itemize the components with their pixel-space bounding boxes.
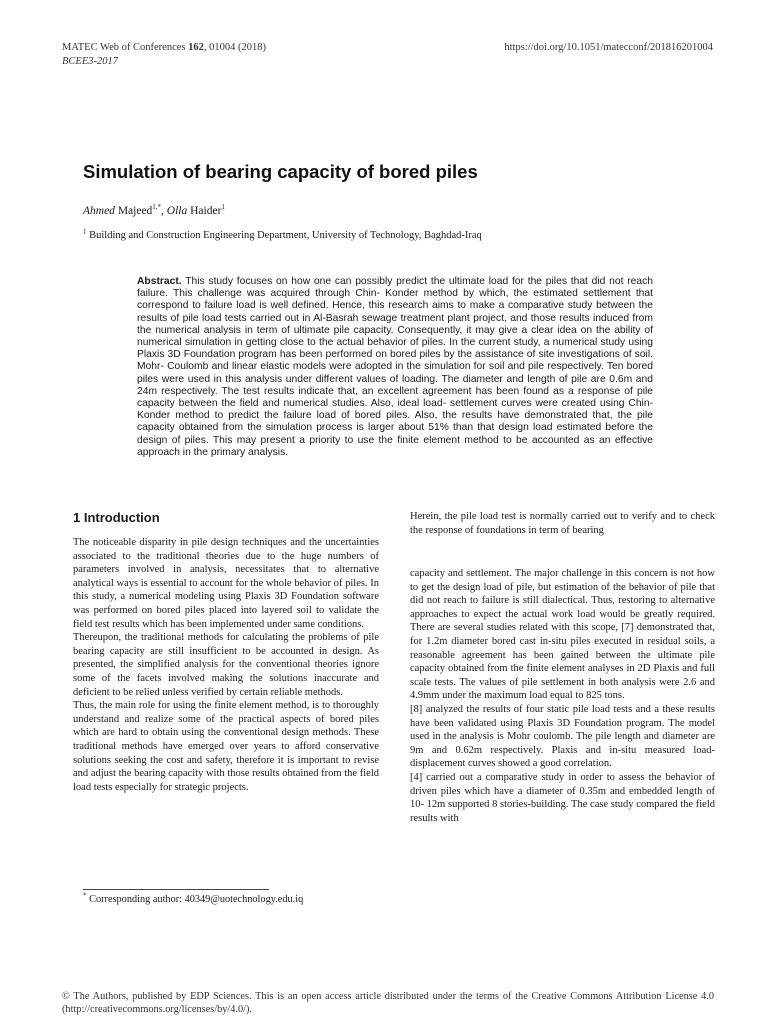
intro-paragraph-4-cont: capacity and settlement. The major challenge in this concern is not how to get the design load of pile, but estimation of the behavior of pile that did not reach to failure is still dialectical. Thus, restoring to alternative approaches to expect the actual work load would be greatly required. There are several studies related with this scope, [7] demonstrated that, for 1.2m diameter bored cast in-situ piles executed in residual soils, a reasonable agreement has been gained between the ultimate pile capacity obtained from the finite element analyses in 2D Plaxis and full scale tests. The values of pile settlement in both analysis were 2.6 and 4.9mm under the maximum load equal to 825 tons. <box>410 568 715 702</box>
left-column <box>73 536 379 794</box>
doi-link[interactable]: https://doi.org/10.1051/matecconf/201816201004 <box>504 42 713 53</box>
license-notice: © The Authors, published by EDP Sciences. This is an open access article distributed under the terms of the Creative Commons Attribution License 4.0 (http://creativecommons.org/licenses/by/4.0/). <box>62 991 714 1015</box>
intro-paragraph-4: Herein, the pile load test is normally carried out to verify and to check the response of foundations in term of bearing <box>410 511 715 536</box>
intro-paragraph-2: Thereupon, the traditional methods for calculating the problems of pile bearing capacity are still insufficient to be accounted in design. As presented, the simplified analysis for the conventional theories ignore some of the facets involved making the solutions inaccurate and deficient to be relied unless verified by certain reliable methods. <box>73 632 379 698</box>
author-2-affiliation-mark: 1 <box>221 203 225 212</box>
author-1-first-name: Ahmed <box>83 205 115 217</box>
intro-paragraph-1: The noticeable disparity in pile design techniques and the uncertainties associated to the traditional theories due to the huge numbers of parameters involved in analysis, necessitates that to alternative analytical ways is essential to account for the whole behavior of piles. In this study, a numerical modeling using Plaxis 3D Foundation software was performed on bored piles placed into layered soil to validate the field test results which has been implemented under same conditions. <box>73 537 379 630</box>
abstract <box>137 276 653 459</box>
footnote-rule <box>83 889 269 890</box>
journal-volume: 162 <box>188 42 204 53</box>
right-column-top <box>410 510 715 537</box>
right-column-continued <box>410 567 715 825</box>
intro-paragraph-6: [4] carried out a comparative study in order to assess the behavior of driven piles which have a diameter of 0.35m and embedded length of 10- 12m supported 8 stories-building. The case study compared the field results with <box>410 771 715 824</box>
author-2-first-name: Olla <box>166 205 188 217</box>
affiliation: $^1$ Building and Construction Engineering Department, University of Technology, Baghdad-Iraq <box>83 227 482 241</box>
author-1-affiliation-mark: 1,* <box>152 203 162 212</box>
section-heading-introduction: 1 Introduction <box>73 510 160 525</box>
abstract-label: Abstract. <box>137 276 182 287</box>
author-list: Ahmed Majeed$^{1,*}$, Olla Haider$^1$ <box>83 203 225 217</box>
intro-paragraph-3: Thus, the main role for using the finite element method, is to thoroughly understand and realize some of the practical aspects of bored piles which are hard to obtain using the conventional design methods. These traditional methods have emerged over years to afford conservative solutions seeking the cost and safety, therefore it is important to revise and adjust the bearing capacity with those results obtained from the field load tests especially for strategic projects. <box>73 700 379 793</box>
journal-citation: MATEC Web of Conferences 162, 01004 (2018) <box>62 42 266 53</box>
conference-id: BCEE3-2017 <box>62 56 118 67</box>
running-header-left <box>62 41 266 69</box>
paper-title: Simulation of bearing capacity of bored piles <box>83 161 478 182</box>
abstract-text: This study focuses on how one can possibly predict the ultimate load for the piles that did not reach failure. This challenge was acquired through Chin- Konder method by which, the estimated settlement that correspond to failure load is well defined. Hence, this research aims to make a comparative study between the results of pile load tests carried out in Al-Basrah sewage treatment plant project, and those results induced from the numerical analysis in term of ultimate pile capacity. Consequently, it may give a clear idea on the ability of numerical simulation in getting close to the actual behavior of piles. In the current study, a numerical study using Plaxis 3D Foundation program has been performed on bored piles by the assistance of site investigations of soil. Mohr- Coulomb and linear elastic models were adopted in the simulation for soil and pile respectively. Ten bored piles were used in this analysis under different values of loading. The diameter and length of pile are 0.6m and 24m respectively. The test results indicate that, an excellent agreement has been found as a response of pile capacity between the field and numerical studies. Also, ideal load- settlement curves were created using Chin- Konder method to predict the failure load of bored piles. Also, the results have demonstrated that, the pile capacity obtained from the simulation process is larger about 51% than that design load estimated before the design of piles. This may present a priority to use the finite element method to be accounted as an effective approach in the primary analysis. <box>137 276 653 458</box>
author-2-last-name: Haider <box>187 205 222 217</box>
footnote-corresponding-author: * Corresponding author: 40349@uotechnology.edu.iq <box>83 891 304 905</box>
intro-paragraph-5: [8] analyzed the results of four static pile load tests and a these results have been validated using Plaxis 3D Foundation program. The model used in the analysis is Mohr coulomb. The pile length and diameter are 9m and 0.62m respectively. Plaxis and in-situ measured load-displacement curves showed a good correlation. <box>410 703 715 770</box>
author-1-last-name: Majeed <box>114 205 153 217</box>
